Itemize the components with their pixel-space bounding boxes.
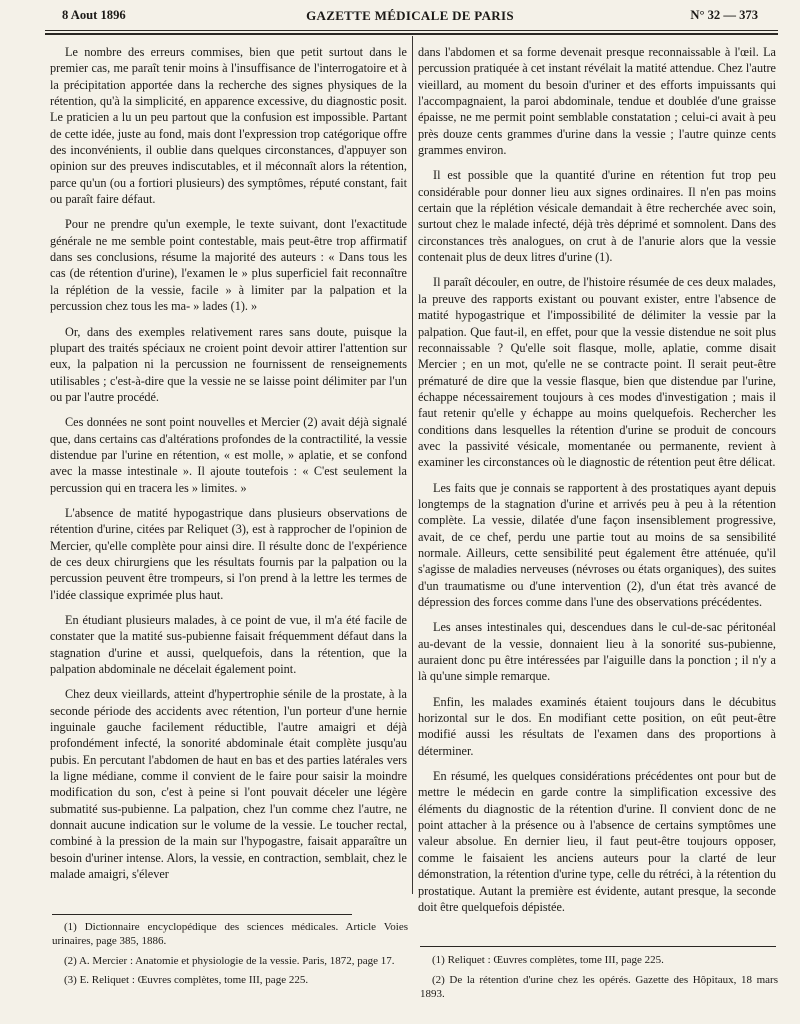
footnote: (2) De la rétention d'urine chez les opérés. Gazette des Hôpitaux, 18 mars 1893. <box>420 973 778 1000</box>
paragraph: Il est possible que la quantité d'urine en rétention fut trop peu considérable pour donner lieu aux signes ordinaires. Il n'en pas moins certain que la réplétion vésicale demandait à être recherchée avec soin, surtout chez le malade infecté, déjà très déprimé et somnolent. Dans des circonstances très analogues, on crut à de l'anurie alors que la vessie contenait plus de deux litres d'urine (1). <box>418 168 776 265</box>
paragraph: Enfin, les malades examinés étaient toujours dans le décubitus horizontal sur le dos. En modifiant cette position, on eût peut-être modifié aussi les résultats de l'examen dans des proportions à déterminer. <box>418 694 776 758</box>
paragraph: En résumé, les quelques considérations précédentes ont pour but de mettre le médecin en garde contre la simplification excessive des éléments du diagnostic de la rétention d'urine. Il convient donc de ne point attacher à la présence ou à l'absence de certains symptômes une valeur absolue. En dernier lieu, il faut peut-être toujours opposer, comme le faisaient les anciens auteurs pour la clarté de leur démonstration, la rétention d'urine type, celle du rétréci, à la rétention du prostatique. Autant la première est évidente, autant presque, la seconde doit être quelquefois dépistée. <box>418 769 776 914</box>
journal-title: GAZETTE MÉDICALE DE PARIS <box>306 8 514 23</box>
header-rule <box>45 30 778 31</box>
column-divider <box>412 36 413 894</box>
paragraph: Le nombre des erreurs commises, bien que petit surtout dans le premier cas, me paraît tenir moins à l'insuffisance de l'interrogatoire et à la précipitation apportée dans la recherche des signes physiques de la rétention, qu'à la simplicité, en apparence excessive, du diagnostic posit. Le praticien a lu un peu partout que la confusion est impossible. Partant de cette idée, juste au fond, mais dont l'expression trop catégorique offre des inconvénients, il oublie dans quelques circonstances, d'appuyer son opinion sur des preuves indiscutables, et il méconnaît alors la rétention, parce qu'un (ou a fortiori plusieurs) des symptômes, réputé constant, fait ou paraît faire défaut. <box>50 45 407 207</box>
footnote: (2) A. Mercier : Anatomie et physiologie de la vessie. Paris, 1872, page 17. <box>64 954 395 967</box>
footnote-rule-right <box>420 946 776 947</box>
paragraph: Chez deux vieillards, atteint d'hypertrophie sénile de la prostate, à la seconde période des accidents avec rétention, l'un porteur d'une hernie inguinale gauche facilement réductible, l'autre amaigri et déjà profondément infecté, la sonorité abdominale était complète jusqu'au pubis. En percutant l'abdomen de haut en bas et des parties latérales vers la ligne médiane, comme il convient de le faire pour saisir la moindre modification du son, c'est à peine si l'ont pouvait déceler une légère submatité sus-pubienne. La palpation, chez l'un comme chez l'autre, ne donnait aucune indication sur le volume de la vessie. Le toucher rectal, combiné à la pression de la main sur l'hypogastre, faisait apparaître un besoin d'uriner intense. Alors, la vessie, en contraction, semblait, chez le malade amaigri, s'élever <box>50 687 407 882</box>
header-date: 8 Aout 1896 <box>62 8 126 22</box>
paragraph: L'absence de matité hypogastrique dans plusieurs observations de rétention d'urine, citées par Reliquet (3), est à rapprocher de l'opinion de Mercier, qu'elle complète pour ainsi dire. Il résulte donc de l'expérience de ces deux chirurgiens que les résultats fournis par la palpation ou la percussion peuvent être trompeurs, si l'on prend à la lettre les termes de l'idée classique exprimée plus haut. <box>50 505 407 602</box>
page-header <box>62 8 758 26</box>
footnote: (1) Reliquet : Œuvres complètes, tome III, page 225. <box>432 954 664 966</box>
issue-page-number: N° 32 — 373 <box>690 8 758 22</box>
paragraph: Il paraît découler, en outre, de l'histoire résumée de ces deux malades, la preuve des rapports existant ou pouvant exister, entre l'absence de matité hypogastrique et l'impossibilité de délimiter la vessie par la palpation. Que faut-il, en effet, pour que la vessie distendue ne soit plus reconnaissable ? Qu'elle soit flasque, molle, aplatie, comme disait Mercier ; en un mot, qu'elle ne se contracte point. Il serait peut-être prématuré de dire que la vessie flasque, bien que distendue par l'urine, échappe nécessairement toujours à ces modes d'investigation ; mais il faut retenir qu'elle y échappe au moins quelquefois. Rechercher les conditions dans lesquelles la rétention d'urine se produit de concours avec la passivité vésicale, momentanée ou permanente, revient à examiner les circonstances où le diagnostic de rétention peut être délicat. <box>418 275 776 470</box>
paragraph: Les faits que je connais se rapportent à des prostatiques ayant depuis longtemps de la stagnation d'urine et arrivés peu à peu à la rétention complète. La vessie, dilatée d'une façon insensiblement progressive, avait, de ce chef, perdu une partie tout au moins de sa sensibilité normale. Ailleurs, cette sensibilité peut également être atténuée, qu'il s'agisse de maladies nerveuses (névroses ou états organiques), des suites d'un traumatisme ou d'une intervention (2), d'un état très avancé de dépression des forces comme dans l'une des observations précédentes. <box>418 480 776 609</box>
paragraph: Les anses intestinales qui, descendues dans le cul-de-sac péritonéal au-devant de la vessie, donnaient lieu à la sonorité sus-pubienne, auraient donc pu être intéressées par l'aiguille dans la ponction ; il n'y a là qu'une simple remarque. <box>418 620 776 684</box>
left-column <box>50 44 407 892</box>
header-rule-thick <box>45 33 778 35</box>
footnotes-right <box>420 954 778 1007</box>
footnotes-left <box>52 921 408 994</box>
right-column <box>418 44 776 924</box>
footnote: (3) E. Reliquet : Œuvres complètes, tome III, page 225. <box>64 974 309 987</box>
paragraph: Ces données ne sont point nouvelles et Mercier (2) avait déjà signalé que, dans certains cas d'altérations profondes de la contractilité, la vessie distendue par l'urine en rétention, « est molle, » aplatie, et se confond avec la masse intestinale ». Il ajoute toutefois : « C'est seulement la percussion qui en tracera les » limites. » <box>50 415 407 495</box>
paragraph: Pour ne prendre qu'un exemple, le texte suivant, dont l'exactitude générale ne me semble point contestable, mais peut-être trop affirmatif dans ses conclusions, résume la majorité des auteurs : « Dans tous les cas (de rétention d'urine), l'examen le » plus superficiel fait reconnaître la réplétion de la vessie, facile » à limiter par la palpation et la percussion chez tous les ma- » lades (1). » <box>50 217 407 314</box>
paragraph: dans l'abdomen et sa forme devenait presque reconnaissable à l'œil. La percussion pratiquée à cet instant révélait la matité attendue. Chez l'autre vieillard, au moment du besoin d'uriner et des efforts impuissants qui l'accompagnaient, la paroi abdominale, tendue et doublée d'une graisse épaisse, ne me permit point semblable constatation ; celui-ci avait à peu près douze cents grammes d'urine dans la vessie ; l'autre quinze cents grammes environ. <box>418 45 776 158</box>
footnote: (1) Dictionnaire encyclopédique des sciences médicales. Article Voies urinaires, page 385, 1886. <box>52 921 408 947</box>
paragraph: En étudiant plusieurs malades, à ce point de vue, il m'a été facile de constater que la matité sus-pubienne faisait fréquemment défaut dans la stagnation d'urine et aussi, quelquefois, dans la rétention, que la palpation abdominale ne décelait également point. <box>50 613 407 677</box>
paragraph: Or, dans des exemples relativement rares sans doute, puisque la plupart des traités spéciaux ne croient point devoir attirer l'attention sur eux, la palpation ni la percussion ne fournissent de renseignements utilisables ; c'est-à-dire que la vessie ne se laisse point délimiter par l'un ou par l'autre procédé. <box>50 324 407 404</box>
footnote-rule-left <box>52 914 352 915</box>
